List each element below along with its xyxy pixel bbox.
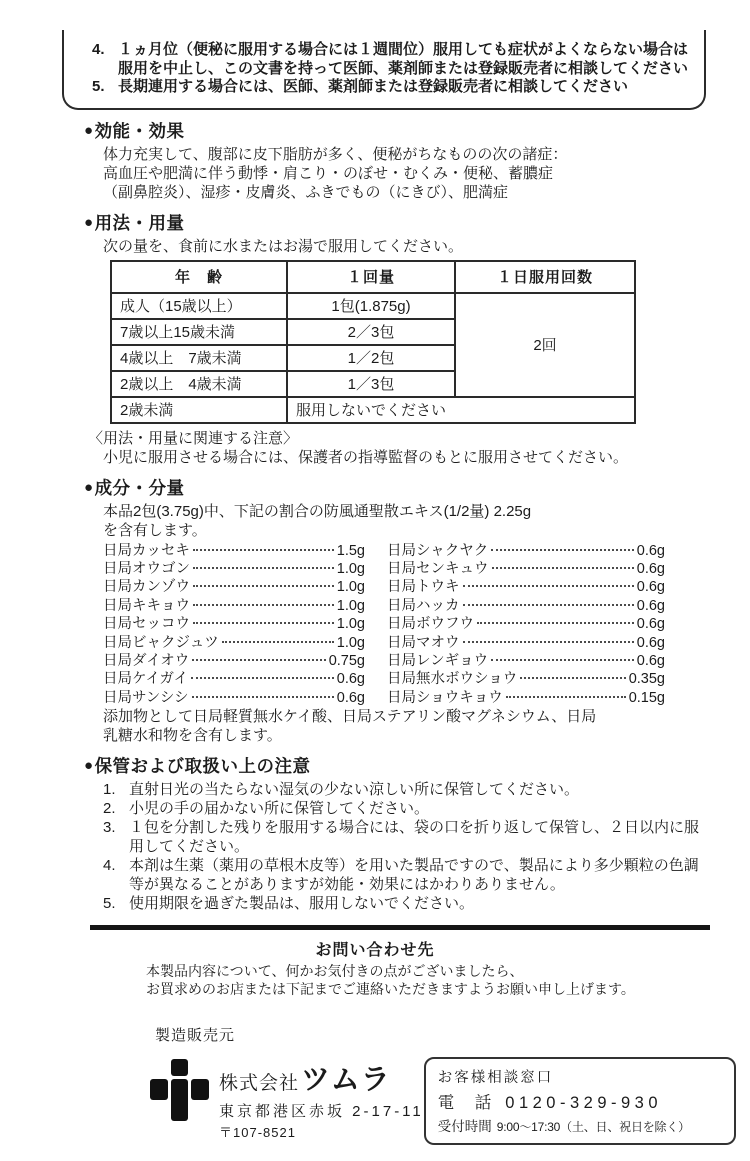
dot-leader (192, 659, 325, 661)
dot-leader (193, 622, 334, 624)
ingredient-name: 日局センキュウ (387, 560, 489, 577)
ingredient-amount: 0.6g (636, 652, 665, 669)
dot-leader (193, 567, 334, 569)
company-text (219, 1057, 424, 1141)
dot-leader (193, 585, 334, 587)
ingredient-amount: 0.6g (636, 634, 665, 651)
ingredient-column-right (387, 542, 665, 708)
section-title: 成分・分量 (94, 477, 185, 498)
ingredient-row (387, 615, 665, 633)
ingredient-amount: 1.0g (336, 597, 365, 614)
ingredient-name: 日局ケイガイ (103, 671, 189, 688)
ingredient-name: 日局無水ボウショウ (387, 671, 518, 688)
precaution-item (92, 78, 688, 97)
company-name-line (219, 1057, 424, 1098)
section-title: 効能・効果 (94, 120, 185, 141)
ingredient-amount: 1.0g (336, 616, 365, 633)
item-text: 使用期限を過ぎた製品は、服用しないでください。 (129, 895, 475, 913)
dot-leader (191, 677, 334, 679)
ingredient-name: 日局レンギョウ (387, 652, 489, 669)
storage-item-list (103, 780, 706, 913)
dot-leader (463, 641, 634, 643)
table-row (111, 397, 635, 423)
additives-line: 添加物として日局軽質無水ケイ酸、日局ステアリン酸マグネシウム、日局 (103, 708, 597, 726)
maker-label: 製造販売元 (155, 1027, 236, 1045)
ingredient-row (103, 578, 365, 596)
ingredient-name: 日局セッコウ (103, 616, 190, 633)
contact-line: 本製品内容について、何かお気付きの点がございましたら、 (146, 963, 524, 980)
age-cell: 2歳以上 4歳未満 (111, 371, 287, 397)
dot-leader (506, 696, 626, 698)
dot-leader (520, 677, 625, 679)
item-text: １包を分割した残りを服用する場合には、袋の口を折り返して保管し、２日以内に服用してください。 (129, 819, 700, 856)
ingredient-column-left (103, 542, 365, 708)
header-daily-count: １日服用回数 (455, 261, 635, 293)
ingredient-row (103, 560, 365, 578)
item-number: 5. (103, 895, 116, 913)
storage-item (103, 894, 706, 913)
ingredient-row (103, 597, 365, 615)
additives-note (103, 707, 706, 745)
ingredient-name: 日局キキョウ (103, 597, 190, 614)
ingredients-intro (103, 502, 706, 540)
section-bullet-icon: ● (84, 121, 94, 139)
storage-item (103, 856, 706, 894)
section-heading-storage (84, 753, 706, 778)
dosage-intro: 次の量を、食前に水またはお湯で服用してください。 (103, 237, 464, 255)
ingredient-amount: 0.6g (636, 616, 665, 633)
ingredient-row (387, 597, 665, 615)
section-bullet-icon: ● (84, 213, 94, 231)
ingredient-row (387, 670, 665, 688)
section-bullet-icon: ● (84, 478, 94, 496)
section-bullet-icon: ● (84, 757, 94, 775)
ingredient-amount: 1.5g (336, 542, 365, 559)
dosage-table-header-row (111, 261, 635, 293)
ingredient-amount: 0.6g (636, 579, 665, 596)
ingredient-row (387, 560, 665, 578)
dose-cell: 1／2包 (287, 345, 455, 371)
ingredient-name: 日局カッセキ (103, 542, 190, 559)
efficacy-line: 高血圧や肥満に伴う動悸・肩こり・のぼせ・むくみ・便秘、蓄膿症 (103, 164, 554, 182)
company-address: 東京都港区赤坂 2-17-11 (219, 1103, 424, 1121)
ingredient-amount: 0.6g (636, 560, 665, 577)
additives-line: 乳糖水和物を含有します。 (103, 727, 282, 745)
ingredient-amount: 0.6g (636, 542, 665, 559)
dosage-note-text: 小児に服用させる場合には、保護者の指導監督のもとに服用させてください。 (103, 448, 629, 466)
dose-cell: 2／3包 (287, 319, 455, 345)
dose-cell: 1包(1.875g) (287, 293, 455, 319)
item-number: 1. (103, 781, 116, 799)
ingredient-name: 日局ハッカ (387, 597, 460, 614)
ingredient-name: 日局サンシシ (103, 689, 189, 706)
company-prefix: 株式会社 (219, 1073, 300, 1095)
dosage-table (110, 260, 636, 424)
company-postal-code: 〒107-8521 (219, 1125, 296, 1141)
ingredient-row (103, 670, 365, 688)
hours-value: 9:00〜17:30（土、日、祝日を除く） (496, 1120, 690, 1135)
ingredient-name: 日局マオウ (387, 634, 460, 651)
age-cell: 7歳以上15歳未満 (111, 319, 287, 345)
ingredient-row (387, 652, 665, 670)
ingredient-name: 日局ダイオウ (103, 652, 190, 669)
storage-item (103, 818, 706, 856)
efficacy-line: 体力充実して、腹部に皮下脂肪が多く、便秘がちなものの次の諸症： (103, 145, 568, 163)
dot-leader (491, 659, 634, 661)
item-text: 直射日光の当たらない湿気の少ない涼しい所に保管してください。 (129, 781, 580, 799)
item-text: 本剤は生薬（薬用の草根木皮等）を用いた製品ですので、製品により多少顆粒の色調等が異なることがありますが効能・効果にはかわりありません。 (129, 857, 699, 894)
precaution-item (92, 41, 688, 78)
section-heading-ingredients (84, 475, 706, 500)
support-phone-line (438, 1089, 724, 1113)
ingredient-amount: 1.0g (336, 560, 365, 577)
dot-leader (463, 604, 634, 606)
ingredient-name: 日局オウゴン (103, 560, 190, 577)
ingredients-intro-line: を含有します。 (103, 521, 207, 539)
ingredient-amount: 0.35g (628, 671, 665, 688)
support-title: お客様相談窓口 (437, 1070, 554, 1087)
thick-divider (90, 925, 710, 930)
no-use-cell: 服用しないでください (287, 397, 635, 423)
efficacy-line: （副鼻腔炎）、湿疹・皮膚炎、ふきでもの（にきび）、肥満症 (103, 183, 509, 201)
hours-label: 受付時間 (437, 1119, 492, 1135)
contact-body (146, 963, 750, 998)
item-number: 3. (103, 819, 116, 837)
section-heading-dosage (84, 210, 706, 235)
section-title: 用法・用量 (94, 212, 185, 233)
header-age: 年 齢 (111, 261, 287, 293)
company-block (150, 1057, 424, 1141)
ingredient-name: 日局シャクヤク (387, 542, 489, 559)
storage-item (103, 799, 706, 818)
item-number: 5. (92, 78, 105, 95)
phone-number: 0120-329-930 (505, 1094, 663, 1113)
precaution-item-list (92, 41, 688, 97)
ingredient-row (387, 689, 665, 707)
dot-leader (477, 622, 634, 624)
footer-row (150, 1057, 706, 1145)
customer-support-box (424, 1057, 736, 1145)
dot-leader (463, 585, 634, 587)
phone-label: 電 話 (437, 1094, 494, 1113)
item-text: 小児の手の届かない所に保管してください。 (129, 800, 430, 818)
table-row (111, 293, 635, 319)
ingredient-columns (103, 542, 706, 708)
ingredient-name: 日局トウキ (387, 579, 460, 596)
precaution-box (62, 30, 706, 110)
ingredient-name: 日局ボウフウ (387, 616, 474, 633)
ingredient-amount: 0.75g (328, 652, 365, 669)
section-heading-efficacy (84, 118, 706, 143)
dot-leader (193, 604, 334, 606)
contact-line: お買求めのお店または下記までご連絡いただきますようお願い申し上げます。 (146, 980, 635, 997)
ingredient-amount: 1.0g (336, 634, 365, 651)
ingredient-row (103, 689, 365, 707)
ingredient-amount: 0.6g (636, 597, 665, 614)
ingredient-name: 日局カンゾウ (103, 579, 190, 596)
support-hours-line (438, 1115, 724, 1135)
age-cell: 2歳未満 (111, 397, 287, 423)
ingredient-row (103, 542, 365, 560)
item-number: 4. (92, 41, 105, 58)
ingredient-amount: 0.6g (336, 689, 365, 706)
age-cell: 成人（15歳以上） (111, 293, 287, 319)
dot-leader (222, 641, 334, 643)
dosage-note-title: 〈用法・用量に関連する注意〉 (88, 429, 299, 447)
ingredient-amount: 1.0g (336, 579, 365, 596)
ingredient-row (387, 634, 665, 652)
item-number: 2. (103, 800, 116, 818)
ingredient-row (387, 578, 665, 596)
item-text: １ヵ月位（便秘に服用する場合には１週間位）服用しても症状がよくならない場合は服用を中止し、この文書を持って医師、薬剤師または登録販売者に相談してください (118, 41, 689, 77)
contact-title: お問い合わせ先 (315, 942, 435, 960)
ingredients-intro-line: 本品2包(3.75g)中、下記の割合の防風通聖散エキス(1/2量) 2.25g (103, 502, 532, 520)
ingredient-row (103, 652, 365, 670)
ingredient-amount: 0.6g (336, 671, 365, 688)
ingredient-row (103, 615, 365, 633)
main-content (86, 118, 706, 914)
item-number: 4. (103, 857, 116, 875)
efficacy-body (103, 145, 706, 202)
dot-leader (193, 549, 334, 551)
tsumura-logo-icon (150, 1059, 210, 1141)
dot-leader (192, 696, 334, 698)
ingredient-amount: 0.15g (628, 689, 665, 706)
dot-leader (492, 567, 634, 569)
item-text: 長期連用する場合には、医師、薬剤師または登録販売者に相談してください (118, 78, 629, 95)
ingredient-name: 日局ビャクジュツ (103, 634, 219, 651)
dose-cell: 1／3包 (287, 371, 455, 397)
section-title: 保管および取扱い上の注意 (94, 756, 311, 777)
storage-item (103, 780, 706, 799)
ingredient-row (103, 634, 365, 652)
company-name: ツムラ (301, 1064, 391, 1097)
age-cell: 4歳以上 7歳未満 (111, 345, 287, 371)
ingredient-row (387, 542, 665, 560)
header-dose: １回量 (287, 261, 455, 293)
daily-count-cell: 2回 (455, 293, 635, 397)
dot-leader (491, 549, 634, 551)
ingredient-name: 日局ショウキョウ (387, 689, 503, 706)
